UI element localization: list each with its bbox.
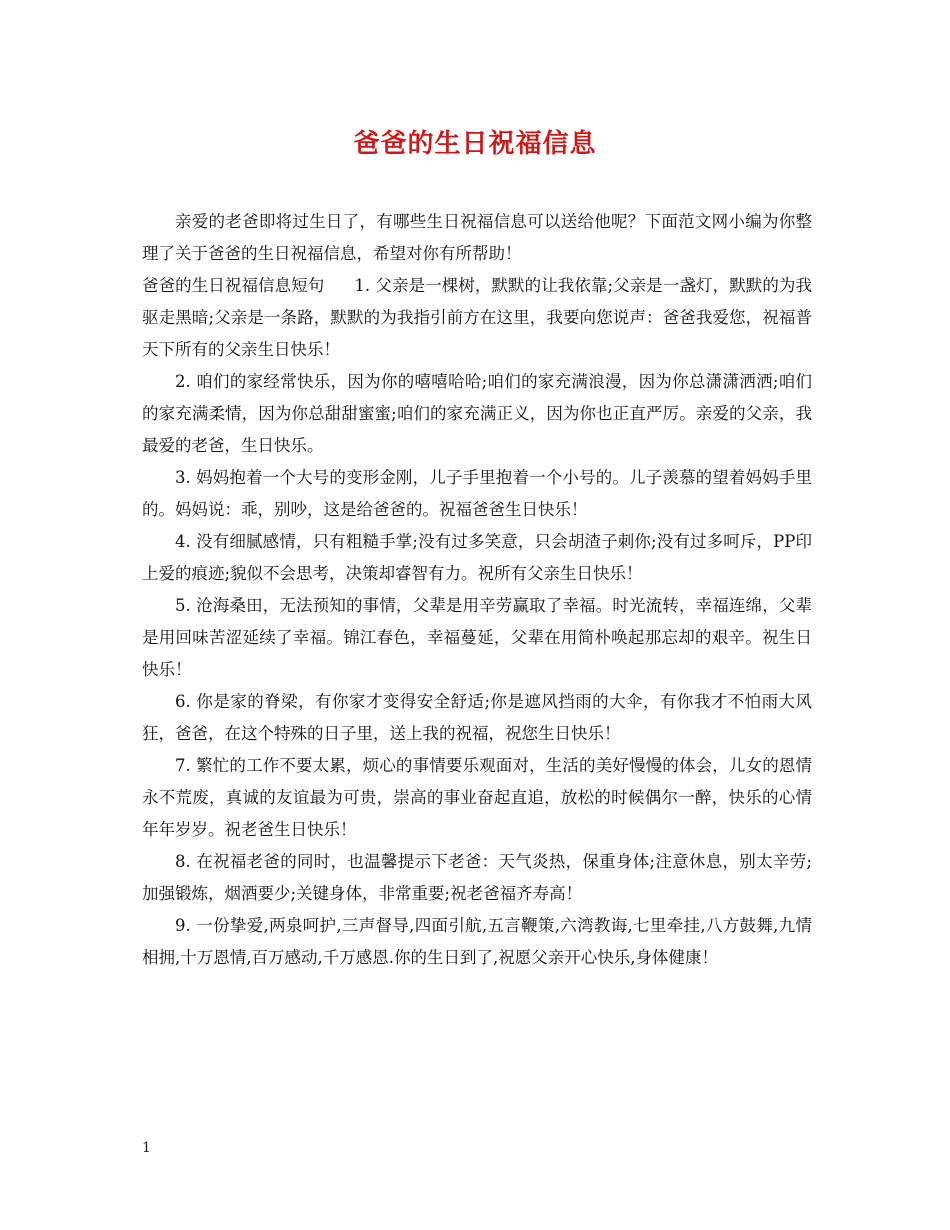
item-paragraph-1 [142,270,812,366]
document-title: 爸爸的生日祝福信息 [353,129,597,159]
item-paragraph-9: 9. 一份挚爱,两泉呵护,三声督导,四面引航,五言鞭策,六湾教诲,七里牵挂,八方鼓舞,九情相拥,十万恩情,百万感动,千万感恩.你的生日到了,祝愿父亲开心快乐,身体健康！ [142,916,812,967]
item-paragraph-7: 7. 繁忙的工作不要太累，烦心的事情要乐观面对，生活的美好慢慢的体会，儿女的恩情永不荒废，真诚的友谊最为可贵，崇高的事业奋起直追，放松的时候偶尔一醉，快乐的心情年年岁岁。祝老爸生日快乐！ [142,756,812,839]
item-paragraph-4: 4. 没有细腻感情，只有粗糙手掌;没有过多笑意，只会胡渣子刺你;没有过多呵斥，PP印上爱的痕迹;貌似不会思考，决策却睿智有力。祝所有父亲生日快乐！ [142,532,812,583]
item-paragraph-6: 6. 你是家的脊梁，有你家才变得安全舒适;你是遮风挡雨的大伞，有你我才不怕雨大风狂，爸爸，在这个特殊的日子里，送上我的祝福，祝您生日快乐！ [142,692,812,743]
item-text-1: 1. 父亲是一棵树，默默的让我依靠;父亲是一盏灯，默默的为我驱走黑暗;父亲是一条路，默默的为我指引前方在这里，我要向您说声：爸爸我爱您，祝福普天下所有的父亲生日快乐！ [142,276,813,359]
item-paragraph-2: 2. 咱们的家经常快乐，因为你的嘻嘻哈哈;咱们的家充满浪漫，因为你总潇潇洒洒;咱们的家充满柔情，因为你总甜甜蜜蜜;咱们的家充满正义，因为你也正直严厉。亲爱的父亲，我最爱的老爸，生日快乐。 [142,372,812,455]
intro-paragraph: 亲爱的老爸即将过生日了，有哪些生日祝福信息可以送给他呢？下面范文网小编为你整理了关于爸爸的生日祝福信息，希望对你有所帮助！ [142,212,812,263]
page-number: 1 [142,1140,151,1156]
item-paragraph-5: 5. 沧海桑田，无法预知的事情，父辈是用辛劳赢取了幸福。时光流转，幸福连绵，父辈是用回味苦涩延续了幸福。锦江春色，幸福蔓延，父辈在用简朴唤起那忘却的艰辛。祝生日快乐！ [142,596,812,679]
item-paragraph-8: 8. 在祝福老爸的同时，也温馨提示下老爸：天气炎热，保重身体;注意休息，别太辛劳;加强锻炼，烟酒要少;关键身体，非常重要;祝老爸福齐寿高！ [142,852,812,903]
section-label: 爸爸的生日祝福信息短句 [142,276,325,295]
document-body [142,206,812,974]
item-paragraph-3: 3. 妈妈抱着一个大号的变形金刚，儿子手里抱着一个小号的。儿子羡慕的望着妈妈手里的。妈妈说：乖，别吵，这是给爸爸的。祝福爸爸生日快乐！ [142,468,812,519]
